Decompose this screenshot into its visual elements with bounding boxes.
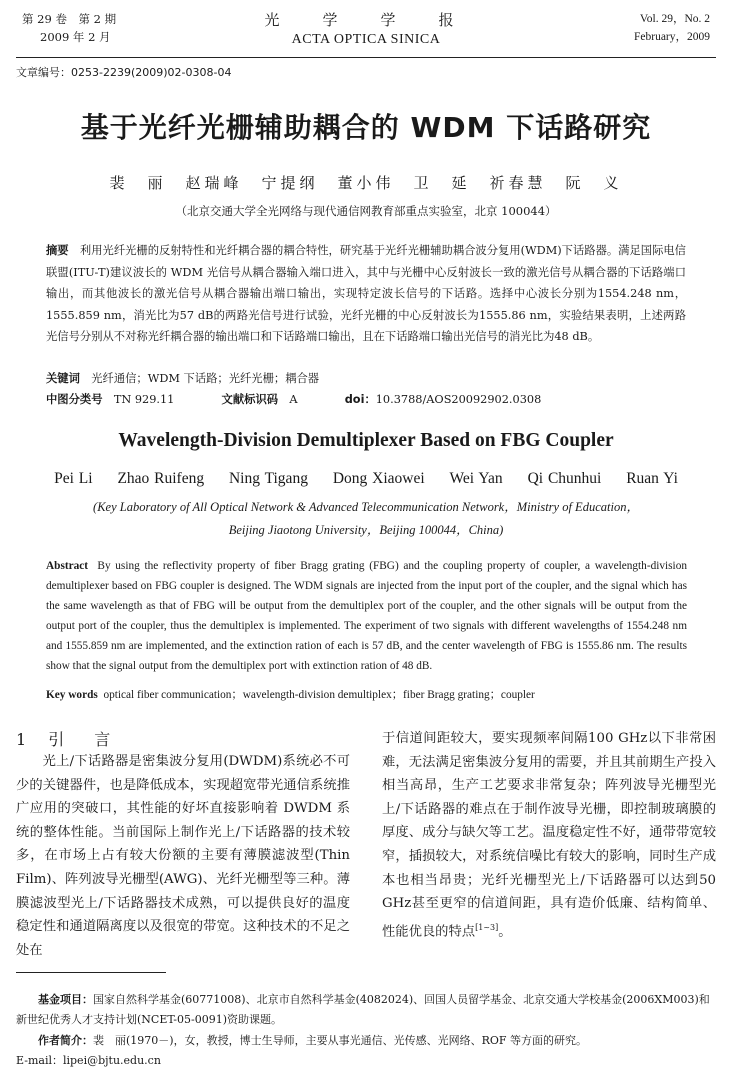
body-paragraph: 光上/下话路器是密集波分复用(DWDM)系统必不可少的关键器件，也是降低成本，实现超宽带光通信系统推广应用的突破口，其性能的好坏直接影响着 DWDM 系统的整体性能。当前国际上制作光上/下话路器的技术较多，在市场上占有较大份额的主要有薄膜滤波型(Thin Film)、阵列波导光栅型(AWG)、光纤光栅型等三种。薄膜滤波型光上/下话路器技术成熟，可以提供良好的温度稳定性和通道隔离度以及很宽的带宽。这种技术的不足之处在 <box>16 754 350 958</box>
running-header-center <box>0 10 732 50</box>
funding-label: 基金项目： <box>38 993 93 1006</box>
section-heading <box>16 727 140 750</box>
affiliation-cn: （北京交通大学全光网络与现代通信网教育部重点实验室，北京 100044） <box>175 204 557 218</box>
author-en: Wei Yan <box>449 470 503 487</box>
author-en: Ning Tigang <box>228 470 308 487</box>
footnote-rule <box>16 972 166 973</box>
paper-title-en: Wavelength-Division Demultiplexer Based on FBG Coupler <box>118 430 614 451</box>
keywords-en <box>46 686 535 702</box>
doc-code-value: A <box>289 393 298 406</box>
keywords-cn-label: 关键词 <box>46 372 80 385</box>
body-column-left <box>16 750 350 962</box>
author-bio-label: 作者简介： <box>38 1034 93 1047</box>
doc-code-label: 文献标识码 <box>221 393 279 406</box>
affiliation-en-line1: (Key Laboratory of All Optical Network & Advanced Telecommunication Network，Ministry of Education， <box>93 500 639 514</box>
footnote-funding <box>16 990 716 1030</box>
volume-issue: 第 29 卷 第 2 期 <box>22 12 117 26</box>
issue-date-en: February，2009 <box>633 31 710 43</box>
body-paragraph-end: 。 <box>498 924 512 940</box>
doi-value: 10.3788/AOS20092902.0308 <box>375 393 542 406</box>
header-rule <box>16 57 716 58</box>
doi-label: doi： <box>344 393 376 406</box>
article-number: 文章编号：0253-2239(2009)02-0308-04 <box>16 66 232 79</box>
keywords-cn-text: 光纤通信；WDM 下话路；光纤光栅；耦合器 <box>91 372 320 385</box>
abstract-en <box>46 556 687 676</box>
keywords-cn <box>46 370 319 386</box>
clc-value: TN 929.11 <box>113 393 175 406</box>
abstract-cn-text: 利用光纤光栅的反射特性和光纤耦合器的耦合特性，研究基于光纤光栅辅助耦合波分复用(WDM)下话路器。满足国际电信联盟(ITU-T)建议波长的 WDM 光信号从耦合器输入端口进入，其中与光栅中心反射波长一致的激光信号从耦合器的下话路端口输出，而其他波长的激光信号从耦合器输出端口输出，实现特定波长信号的下话路。选择中心波长分别为1554.248 nm，1555.859 nm，消光比为57 dB的两路光信号进行试验，光纤光栅的中心反射波长为1555.86 nm，实验结果表明，上述两路光信号分别从不对称光纤耦合器的输出端口和下话路端口输出，且在下话路端口输出光信号的消光比为48 dB。 <box>46 244 686 343</box>
authors-cn: 裴 丽 赵瑞峰 宁提纲 董小伟 卫 延 祈春慧 阮 义 <box>109 174 623 192</box>
journal-name-cn: 光 学 学 报 <box>264 11 468 29</box>
abstract-en-label: Abstract <box>46 560 89 572</box>
issue-date-cn: 2009 年 2 月 <box>40 30 111 44</box>
keywords-en-label: Key words <box>46 689 98 701</box>
abstract-en-text: By using the reflectivity property of fiber Bragg grating (FBG) and the coupling property of coupler, a wavelength-division demultiplexer based on FBG coupler is designed. The WDM signals are injected from the input port of the coupler, and the signal which has the same wavelength as that of FBG will be output from the demultiplex port of the coupler, and the other signals will be output from the output port of the coupler, thus the demultiplex is implemented. The experiment of two signals with different wavelengths of 1554.248 nm and 1555.859 nm are implemented, and the extinction ration of each is 57 dB, and the center wavelength of FBG is 1555.86 nm. The results show that the signal output from the demultiplex port with extinction ration of 48 dB. <box>46 560 687 672</box>
author-en: Zhao Ruifeng <box>117 470 205 487</box>
section-number: 1 <box>16 730 27 749</box>
journal-name-en: ACTA OPTICA SINICA <box>291 32 441 47</box>
affiliation-en <box>0 496 732 542</box>
author-en: Qi Chunhui <box>527 470 602 487</box>
author-en: Ruan Yi <box>626 470 678 487</box>
funding-text: 国家自然科学基金(60771008)、北京市自然科学基金(4082024)、回国人员留学基金、北京交通大学校基金(2006XM003)和新世纪优秀人才支持计划(NCET-05-0091)资助课题。 <box>16 993 710 1026</box>
footnote-email: E-mail：lipei@bjtu.edu.cn <box>16 1054 161 1067</box>
clc-label: 中图分类号 <box>46 393 103 406</box>
footnote-author <box>16 1031 716 1051</box>
abstract-cn-label: 摘要 <box>46 244 69 257</box>
keywords-en-text: optical fiber communication；wavelength-division demultiplex；fiber Bragg grating；coupler <box>103 689 535 701</box>
classification-line <box>46 391 541 407</box>
volume-number-en: Vol. 29，No. 2 <box>639 13 710 25</box>
author-en: Pei Li <box>54 470 93 487</box>
citation-ref: [1~3] <box>475 922 499 932</box>
running-header-right <box>634 10 710 46</box>
authors-en <box>0 470 732 488</box>
body-column-right <box>382 727 716 944</box>
author-en: Dong Xiaowei <box>332 470 425 487</box>
section-title: 引言 <box>48 730 141 749</box>
affiliation-en-line2: Beijing Jiaotong University，Beijing 100044，China) <box>228 523 504 537</box>
paper-title-cn: 基于光纤光栅辅助耦合的 WDM 下话路研究 <box>80 111 652 144</box>
body-paragraph-continued: 于信道间距较大，要实现频率间隔100 GHz以下非常困难，无法满足密集波分复用的需要，并且其前期生产投入相当高昂，生产工艺要求非常复杂；阵列波导光栅型光上/下话路器的难点在于制作波导光栅，即控制玻璃膜的厚度、成分与缺欠等工艺。温度稳定性不好，通带带宽较窄，插损较大，对系统信噪比有较大的影响，同时生产成本也相当昂贵；光纤光栅型光上/下话路器可以达到50 GHz甚至更窄的信道间距，具有造价低廉、结构简单、性能优良的特点 <box>382 731 716 940</box>
abstract-cn <box>46 240 686 348</box>
author-bio-text: 裴 丽(1970－)，女，教授，博士生导师，主要从事光通信、光传感、光网络、ROF 等方面的研究。 <box>93 1034 588 1047</box>
